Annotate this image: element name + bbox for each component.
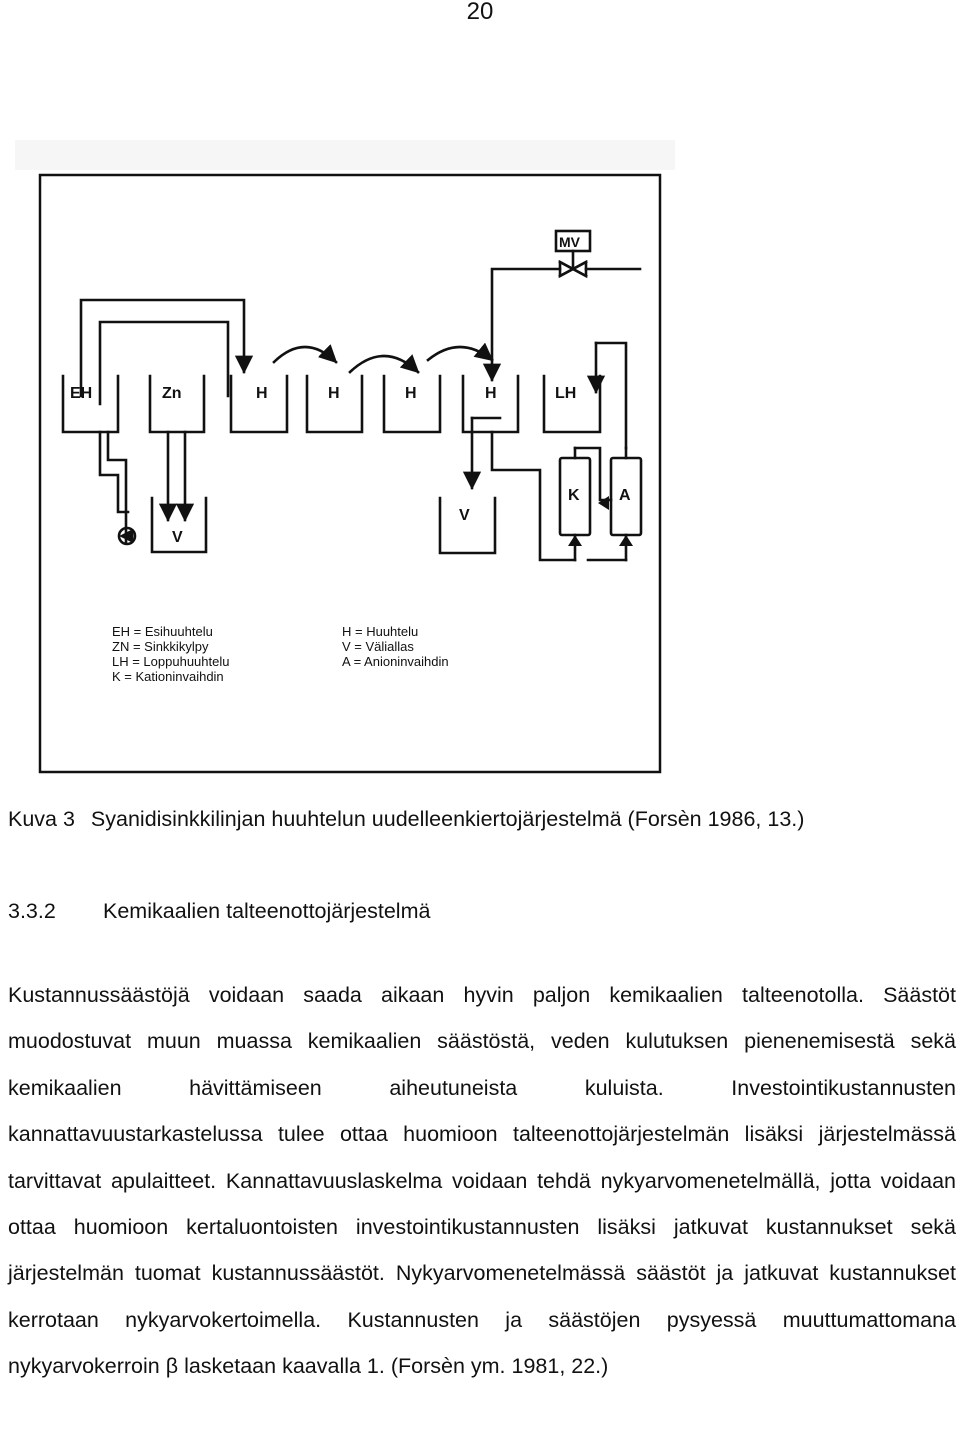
label-h3: H [405,385,417,402]
scan-shadow [15,140,675,170]
label-a: A [619,487,631,504]
section-heading [8,888,430,934]
legend-left-1: EH = Esihuuhtelu [112,624,213,639]
label-zn: Zn [162,385,182,402]
section-number: 3.3.2 [8,899,56,923]
figure-caption [8,796,956,842]
caption-text: Syanidisinkkilinjan huuhtelun uudelleenkiertojärjestelmä (Forsèn 1986, 13.) [90,807,805,831]
legend-right-2: V = Väliallas [342,639,414,654]
label-h1: H [256,385,268,402]
label-lh: LH [555,385,577,402]
legend-left-2: ZN = Sinkkikylpy [112,639,209,654]
caption-label: Kuva 3 [8,807,75,831]
legend-right-1: H = Huuhtelu [342,624,419,639]
legend-left-3: LH = Loppuhuuhtelu [112,654,230,669]
label-h4: H [485,385,497,402]
label-k: K [568,487,580,504]
body-paragraph: Kustannussäästöjä voidaan saada aikaan hyvin paljon kemikaalien talteenotolla. Säästöt muodostuvat muun muassa kemikaalien säästöstä, veden kulutuksen pienenemisestä sekä kemikaalien hävittämiseen aiheutuneista kuluista. Investointikustannusten kannattavuustarkastelussa tulee ottaa huomioon talteenottojärjestelmän lisäksi järjestelmässä tarvittavat apulaitteet. Kannattavuuslaskelma voidaan tehdä nykyarvomenetelmällä, jotta voidaan ottaa huomioon kertaluontoisten investointikustannusten lisäksi jatkuvat kustannukset sekä järjestelmän tuomat kustannussäästöt. Nykyarvomenetelmässä säästöt ja jatkuvat kustannukset kerrotaan nykyarvokertoimella. Kustannusten ja säästöjen pysyessä muuttumattomana nykyarvokerroin β lasketaan kaavalla 1. (Forsèn ym. 1981, 22.) [8,983,956,1379]
legend-left-4: K = Kationinvaihdin [112,669,224,684]
section-title: Kemikaalien talteenottojärjestelmä [103,899,431,923]
label-v-right: V [459,507,470,524]
legend-right-3: A = Anioninvaihdin [342,654,449,669]
label-mv: MV [559,234,580,250]
legend [112,624,449,684]
label-eh: EH [70,385,93,402]
label-h2: H [328,385,340,402]
page-number: 20 [466,0,494,25]
label-v-left: V [172,529,183,546]
